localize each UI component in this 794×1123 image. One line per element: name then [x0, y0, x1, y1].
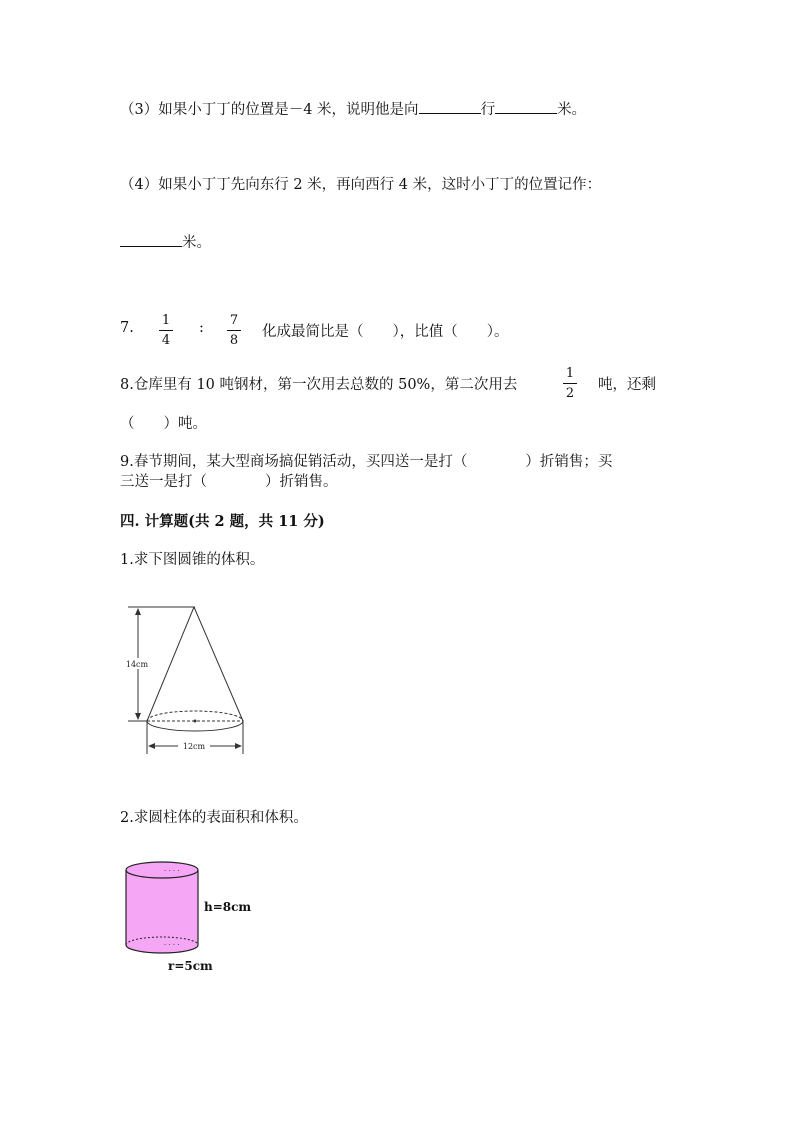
q7-fraction-2 [227, 313, 241, 348]
cylinder-top [126, 862, 198, 878]
q7-number: 7. [120, 320, 134, 336]
q4-position-blank[interactable] [120, 232, 182, 247]
q8-text-1: 8.仓库里有 10 吨钢材，第一次用去总数的 50%，第二次用去 [120, 377, 518, 393]
q3-distance-blank[interactable] [495, 99, 557, 114]
q7-frac1-bar [159, 330, 173, 331]
cylinder-radius-label: r=5cm [168, 959, 213, 973]
q9-line-1: 9.春节期间，某大型商场搞促销活动，买四送一是打（ ）折销售；买 [120, 454, 613, 470]
question-4-answer [120, 231, 211, 252]
cone-right-side [194, 607, 243, 721]
height-arrow-bottom [135, 713, 141, 720]
q8-text-2: 吨，还剩 [598, 377, 656, 393]
diameter-arrow-left [148, 743, 155, 749]
question-3 [120, 98, 586, 119]
q7-text: 化成最简比是（ ），比值（ ）。 [262, 324, 509, 340]
q8-frac-den: 2 [565, 386, 575, 401]
cone-diagram [120, 600, 260, 760]
q7-frac2-num: 7 [229, 313, 239, 328]
q7-frac2-den: 8 [229, 333, 239, 348]
q8-line-2: （ ）吨。 [120, 416, 207, 432]
top-radius-dots: · · · · [164, 867, 180, 875]
cylinder-diagram [120, 855, 260, 985]
cone-left-side [147, 607, 194, 721]
q4-suffix: 米。 [182, 235, 211, 251]
q7-colon: : [199, 320, 204, 336]
q7-fraction-1 [159, 313, 173, 348]
cylinder-body [126, 870, 198, 945]
q9-line-2: 三送一是打（ ）折销售。 [120, 474, 338, 490]
diameter-arrow-right [235, 743, 242, 749]
q3-prefix: （3）如果小丁丁的位置是－4 米，说明他是向 [120, 102, 419, 118]
calc-1-text: 1.求下图圆锥的体积。 [120, 552, 265, 568]
cylinder-height-label: h=8cm [204, 900, 252, 914]
q3-suffix: 米。 [557, 102, 587, 118]
diameter-label: 12cm [182, 742, 206, 751]
q8-frac-bar [563, 383, 577, 384]
question-4: （4）如果小丁丁先向东行 2 米，再向西行 4 米，这时小丁丁的位置记作： [120, 177, 602, 193]
q8-frac-num: 1 [565, 366, 575, 381]
height-arrow-top [135, 608, 141, 615]
q7-frac1-num: 1 [161, 313, 171, 328]
q8-fraction [563, 366, 577, 401]
height-label: 14cm [125, 660, 149, 669]
q3-mid: 行 [480, 102, 496, 118]
cone-center-dot [194, 720, 197, 723]
q3-direction-blank[interactable] [419, 99, 481, 114]
q7-frac2-bar [227, 330, 241, 331]
section-4-title: 四. 计算题(共 2 题，共 11 分) [120, 513, 325, 530]
calc-2-text: 2.求圆柱体的表面积和体积。 [120, 810, 308, 826]
bottom-radius-dots: · · · · [164, 941, 180, 949]
q7-frac1-den: 4 [161, 333, 171, 348]
